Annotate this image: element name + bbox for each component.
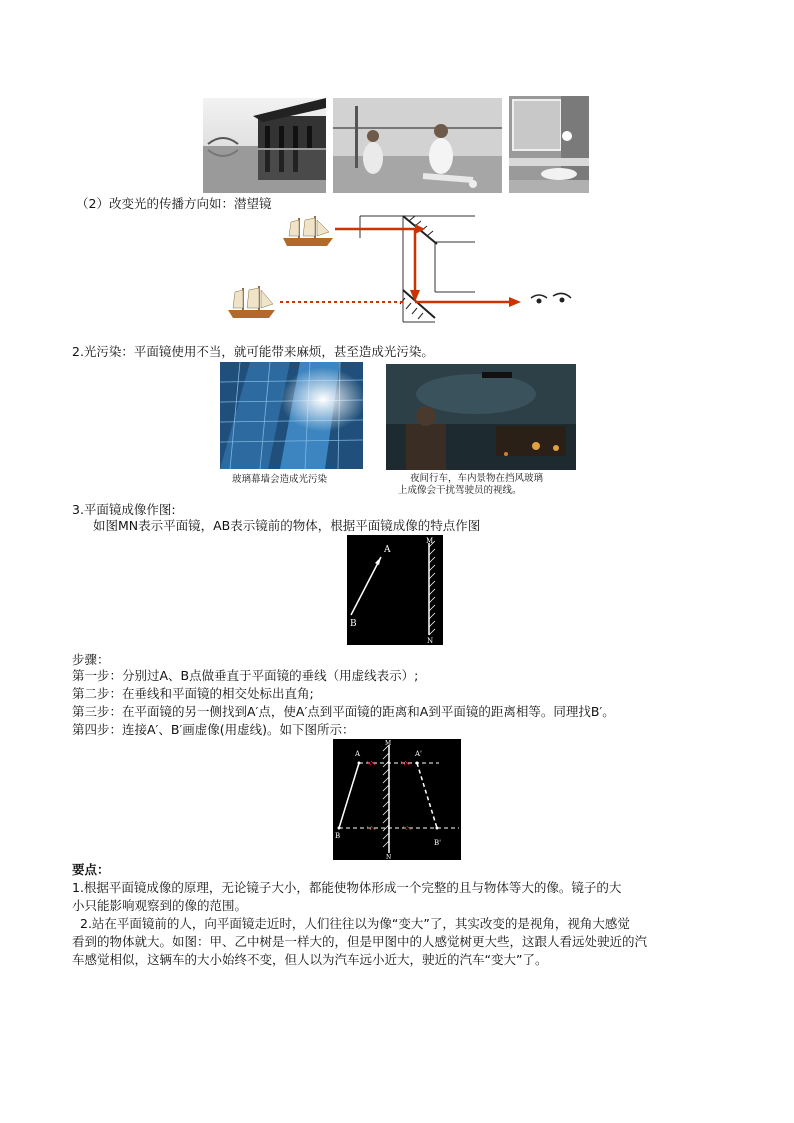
keypoint-1-line-2: 小只能影响观察到的像的范围。 (72, 898, 248, 913)
label-n: N (386, 854, 392, 860)
ship-top-icon (283, 216, 333, 246)
step-1: 第一步：分别过A、B点做垂直于平面镜的垂线（用虚线表示）; (72, 668, 419, 683)
section-title-light-pollution: 2.光污染：平面镜使用不当，就可能带来麻烦，甚至造成光污染。 (72, 344, 434, 359)
keypoint-2-line-1: 2.站在平面镜前的人，向平面镜走近时，人们往往以为像“变大”了，其实改变的是视角，视角大感觉 (80, 916, 630, 931)
steps-title: 步骤： (72, 652, 110, 667)
keypoint-2-line-3: 车感觉相似，这辆车的大小始终不变，但人以为汽车远小近大，驶近的汽车“变大”了。 (72, 952, 548, 967)
label-a: A (384, 545, 391, 555)
periscope-diagram (225, 212, 585, 328)
step-4: 第四步：连接A′、B′画虚像(用虚线)。如下图所示： (72, 722, 355, 737)
photo-glass-curtain-wall (220, 362, 363, 469)
photo-bathroom-mirror (509, 96, 589, 193)
caption-glass-wall: 玻璃幕墙会造成光污染 (232, 474, 328, 485)
figure-mirror-object (347, 535, 443, 645)
drawing-intro: 如图MN表示平面镜，AB表示镜前的物体，根据平面镜成像的特点作图 (93, 518, 481, 533)
caption-night-driving-1: 夜间行车，车内景物在挡风玻璃 (410, 473, 544, 484)
keypoints-title: 要点： (72, 862, 110, 877)
photo-night-driving (386, 364, 576, 470)
photo-water-reflection (203, 98, 326, 193)
eye-icon (531, 293, 571, 303)
step-3: 第三步：在平面镜的另一侧找到A′点，使A′点到平面镜的距离和A到平面镜的距离相等。同理找B′。 (72, 704, 615, 719)
label-m: M (385, 740, 392, 747)
label-m: M (426, 537, 434, 545)
caption-night-driving-2: 上成像会干扰驾驶员的视线。 (398, 485, 522, 496)
step-2: 第二步：在垂线和平面镜的相交处标出直角; (72, 686, 314, 701)
label-b: B (350, 619, 357, 629)
label-a: A (355, 750, 361, 758)
ship-bottom-icon (228, 286, 275, 318)
photo-dancer-mirror (333, 98, 502, 193)
section-title-periscope: （2）改变光的传播方向如：潜望镜 (76, 196, 272, 211)
section-title-drawing: 3.平面镜成像作图: (72, 502, 176, 517)
figure-mirror-image-construction (333, 739, 461, 860)
label-b: B (335, 832, 341, 840)
label-n: N (427, 637, 434, 645)
keypoint-2-line-2: 看到的物体就大。如图：甲、乙中树是一样大的，但是甲图中的人感觉树更大些，这跟人看远处驶近的汽 (72, 934, 648, 949)
keypoint-1-line-1: 1.根据平面镜成像的原理，无论镜子大小，都能使物体形成一个完整的且与物体等大的像。镜子的大 (72, 880, 622, 895)
label-a-prime: A' (415, 750, 422, 758)
label-b-prime: B' (434, 839, 442, 847)
